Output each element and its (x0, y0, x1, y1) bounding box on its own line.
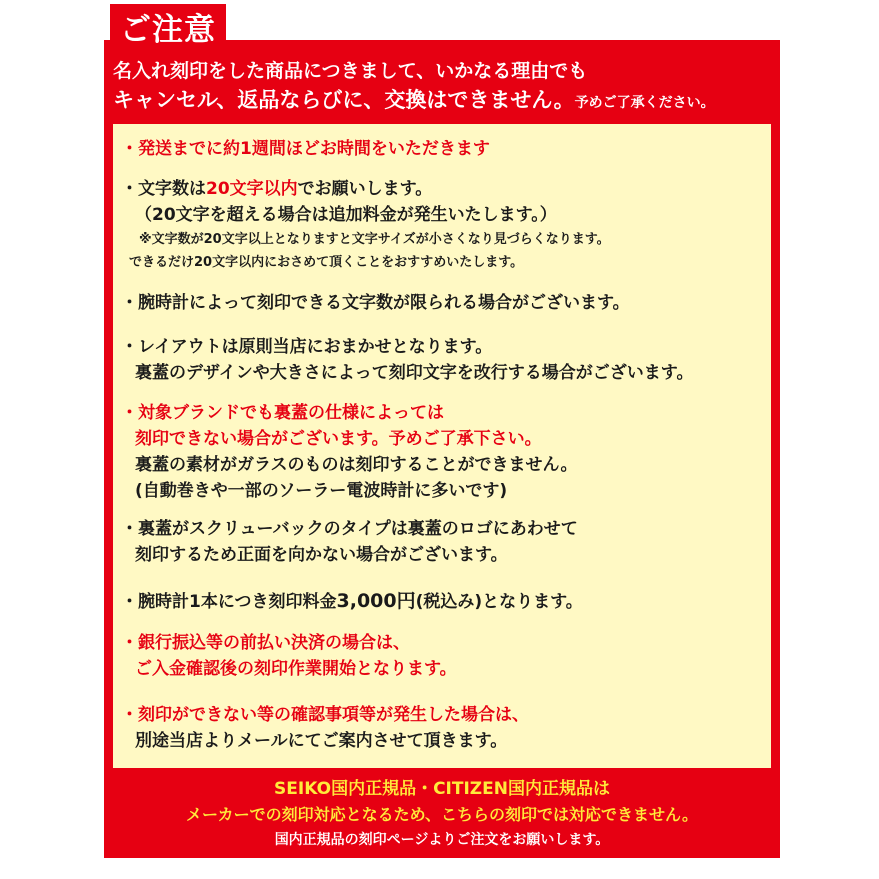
notice-item-layout (121, 334, 769, 386)
layout-note: 裏蓋のデザインや大きさによって刻印文字を改行する場合がございます。 (135, 363, 694, 383)
glass-back-text: 裏蓋の素材がガラスのものは刻印することができません。 (135, 455, 578, 475)
char-limit-highlight: 20文字以内 (206, 179, 298, 199)
contact-text: ・刻印ができない等の確認事項等が発生した場合は、 (121, 705, 529, 725)
fee-suffix: (税込み)となります。 (415, 592, 583, 612)
notice-title: ご注意 (110, 4, 226, 56)
screwback-note: 刻印するため正面を向かない場合がございます。 (135, 545, 508, 565)
fee-prefix: ・腕時計1本につき刻印料金 (121, 592, 337, 612)
notice-content (113, 124, 771, 768)
notice-item-char-limit (121, 176, 769, 274)
notice-footer (104, 776, 780, 852)
screwback-text: ・裏蓋がスクリューバックのタイプは裏蓋のロゴにあわせて (121, 519, 578, 539)
notice-item-screwback (121, 516, 769, 568)
notice-item-shipping (121, 136, 769, 162)
notice-item-watch-limit (121, 290, 769, 316)
notice-item-prepay (121, 630, 769, 682)
cancel-policy-text: キャンセル、返品ならびに、交換はできません。 (113, 88, 575, 112)
glass-back-note: (自動巻きや一部のソーラー電波時計に多いです) (135, 481, 508, 501)
char-recommend-note: できるだけ20文字以内におさめて頂くことをおすすめいたします。 (129, 255, 524, 270)
footer-line-3: 国内正規品の刻印ページよりご注文をお願いします。 (274, 832, 610, 848)
notice-item-brand (121, 400, 769, 504)
extra-fee-text: （20文字を超える場合は追加料金が発生いたします。） (135, 205, 557, 225)
fee-amount: 3,000円 (336, 590, 416, 612)
char-size-note: ※文字数が20文字以上となりますと文字サイズが小さくなり見づらくなります。 (139, 232, 610, 247)
char-limit-suffix: でお願いします。 (297, 179, 433, 199)
brand-warning-2: 刻印できない場合がございます。予めご了承下さい。 (135, 429, 542, 449)
footer-line-1: SEIKO国内正規品・CITIZEN国内正規品は (274, 779, 610, 799)
shipping-time-text: ・発送までに約1週間ほどお時間をいただきます (121, 139, 490, 159)
notice-item-contact (121, 702, 769, 754)
footer-line-2: メーカーでの刻印対応となるため、こちらの刻印では対応できません。 (185, 805, 698, 824)
layout-text: ・レイアウトは原則当店におまかせとなります。 (121, 337, 493, 357)
contact-note: 別途当店よりメールにてご案内させて頂きます。 (135, 731, 508, 751)
brand-warning-1: ・対象ブランドでも裏蓋の仕様によっては (121, 403, 444, 423)
prepay-note: ご入金確認後の刻印作業開始となります。 (135, 659, 457, 679)
acknowledge-note: 予めご了承ください。 (574, 95, 715, 111)
char-limit-prefix: ・文字数は (121, 179, 206, 199)
header-line-1: 名入れ刻印をした商品につきまして、いかなる理由でも (113, 60, 588, 82)
notice-item-fee (121, 588, 769, 615)
header-line-2 (113, 86, 778, 117)
watch-limit-text: ・腕時計によって刻印できる文字数が限られる場合がございます。 (121, 293, 630, 313)
prepay-text: ・銀行振込等の前払い決済の場合は、 (121, 633, 410, 653)
